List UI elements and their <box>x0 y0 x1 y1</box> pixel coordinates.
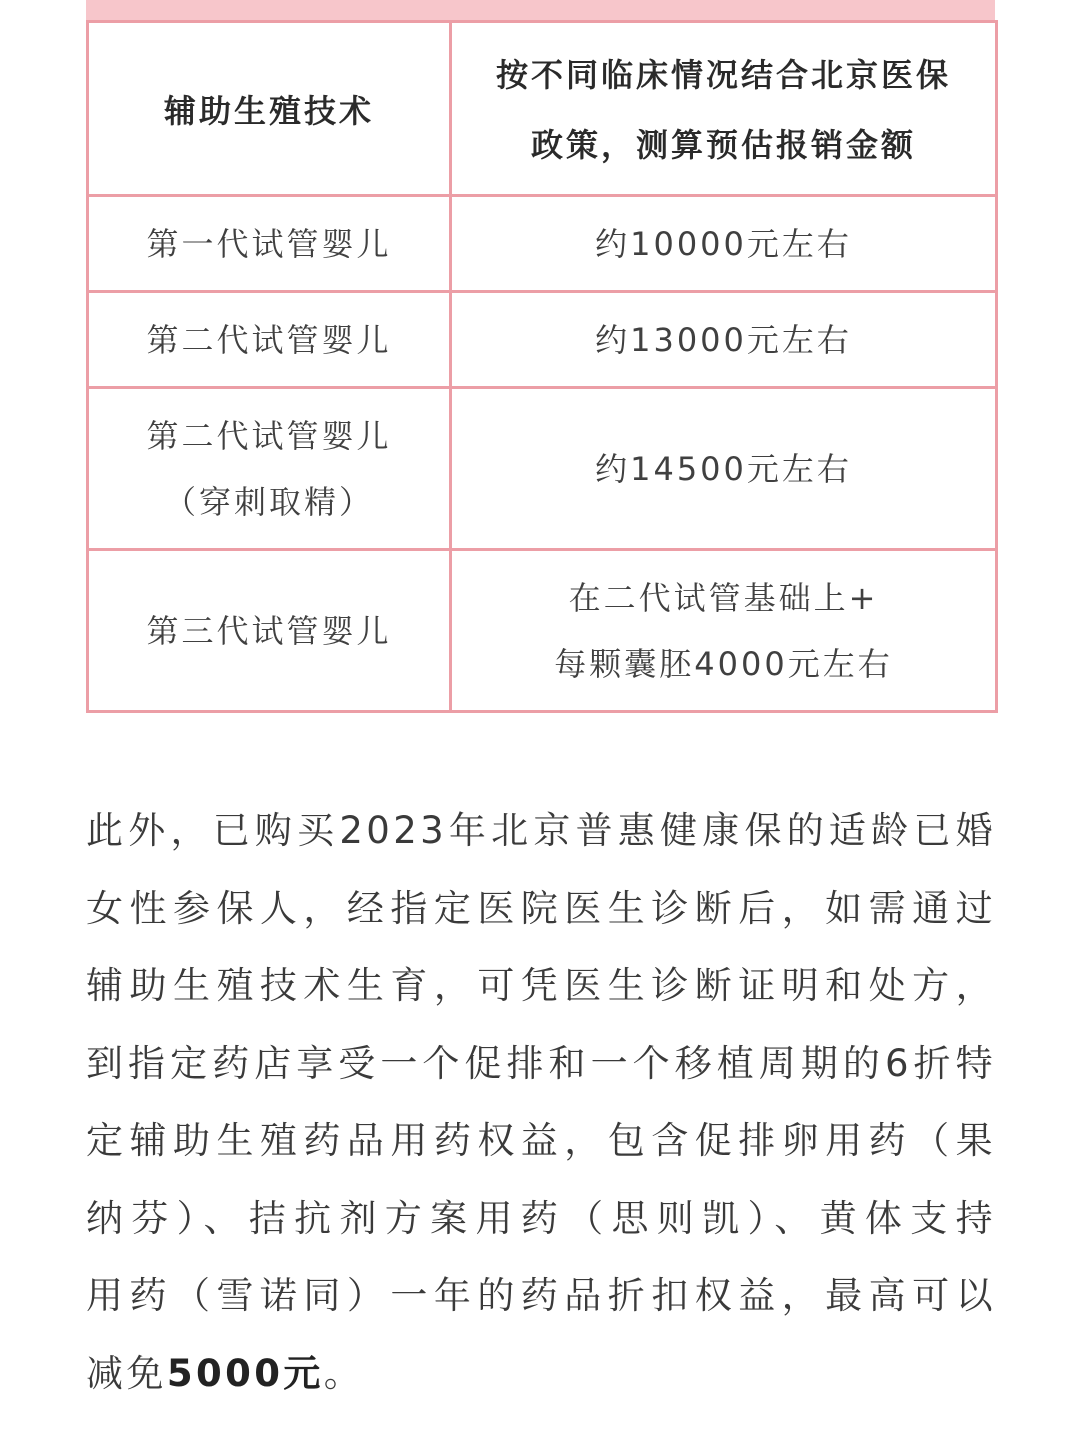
header-reimbursement-line1: 按不同临床情况结合北京医保 <box>495 55 951 94</box>
paragraph-line: 用药（雪诺同）一年的药品折扣权益，最高可以 <box>86 1274 996 1317</box>
body-paragraph <box>86 792 996 1412</box>
cell-technique: 第一代试管婴儿 <box>88 196 451 292</box>
reimbursement-table <box>86 20 998 713</box>
cell-technique-line2: （穿刺取精） <box>163 482 374 521</box>
paragraph-line: 纳芬）、拮抗剂方案用药（思则凯）、黄体支持 <box>86 1196 996 1240</box>
table-row <box>88 550 997 712</box>
last-line-suffix: 。 <box>323 1351 365 1395</box>
cell-technique: 第二代试管婴儿 <box>88 292 451 388</box>
last-line-prefix: 减免 <box>86 1351 167 1395</box>
table-row <box>88 292 997 388</box>
cell-technique: 第三代试管婴儿 <box>88 550 451 712</box>
cell-amount: 约14500元左右 <box>451 388 997 550</box>
cell-amount-line2: 每颗囊胚4000元左右 <box>554 644 893 683</box>
paragraph-line: 辅助生殖技术生育，可凭医生诊断证明和处方， <box>86 964 996 1007</box>
header-reimbursement-line2: 政策，测算预估报销金额 <box>530 125 916 164</box>
table-row <box>88 196 997 292</box>
cell-amount: 约10000元左右 <box>451 196 997 292</box>
cell-amount <box>451 550 997 712</box>
header-reimbursement <box>451 22 997 196</box>
cell-amount-line1: 在二代试管基础上+ <box>568 578 879 617</box>
cell-technique-line1: 第二代试管婴儿 <box>146 416 392 455</box>
table-header-row <box>88 22 997 196</box>
max-discount-amount: 5000元 <box>166 1351 324 1395</box>
cell-technique <box>88 388 451 550</box>
cell-amount: 约13000元左右 <box>451 292 997 388</box>
paragraph-line: 此外，已购买2023年北京普惠健康保的适龄已婚 <box>86 809 996 852</box>
table-top-band <box>86 0 995 20</box>
paragraph-line: 到指定药店享受一个促排和一个移植周期的6折特 <box>86 1041 996 1085</box>
header-technique: 辅助生殖技术 <box>88 22 451 196</box>
table-row <box>88 388 997 550</box>
paragraph-last-line <box>86 1335 996 1413</box>
paragraph-line: 定辅助生殖药品用药权益，包含促排卵用药（果 <box>86 1119 996 1162</box>
paragraph-line: 女性参保人，经指定医院医生诊断后，如需通过 <box>86 886 996 930</box>
